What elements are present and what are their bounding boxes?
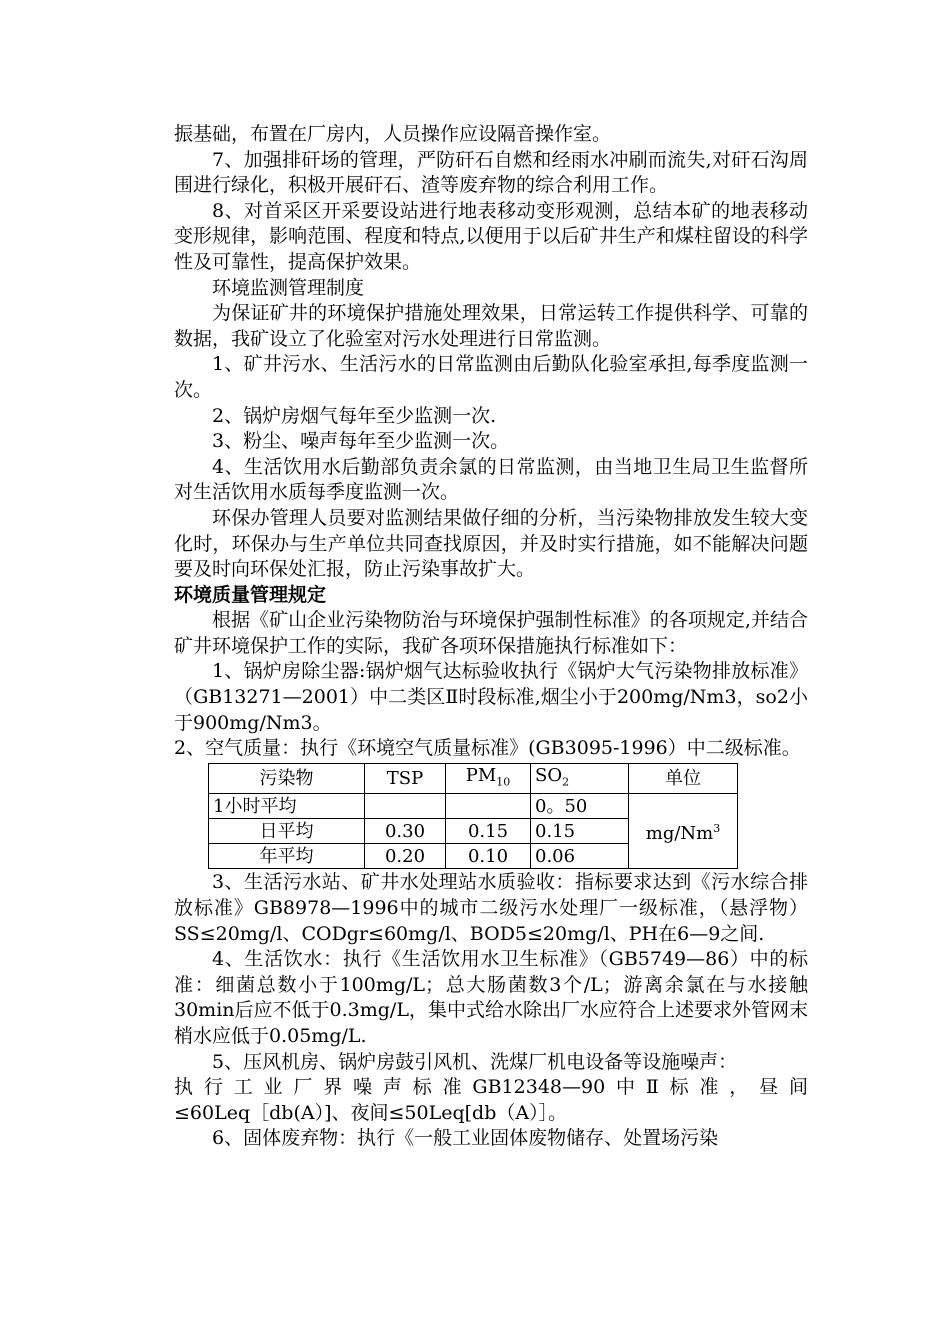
paragraph-monitoring-2: 2、锅炉房烟气每年至少监测一次. — [212, 404, 497, 427]
paragraph-monitoring-1: 1、矿井污水、生活污水的日常监测由后勤队化验室承担,每季度监测一次。 — [174, 353, 808, 401]
header-pm-sub: 10 — [496, 775, 511, 789]
heading-quality-regulations: 环境质量管理规定 — [174, 583, 327, 606]
paragraph-standard-5-line2: 执行工业厂界噪声标准GB12348—90中Ⅱ标准，昼间 — [174, 1076, 808, 1099]
paragraph-item-7: 7、加强排矸场的管理，严防矸石自燃和经雨水冲刷而流失,对矸石沟周围进行绿化，积极开展矸石、渣等废弃物的综合利用工作。 — [174, 148, 808, 197]
row-label: 日平均 — [209, 819, 365, 844]
paragraph-item-8: 8、对首采区开采要设站进行地表移动变形观测，总结本矿的地表移动变形规律，影响范围、程度和特点,以便用于以后矿井生产和煤柱留设的科学性及可靠性，提高保护效果。 — [174, 199, 808, 273]
header-so-base: SO — [535, 764, 563, 786]
row-label: 1小时平均 — [209, 794, 365, 819]
cell-tsp: 0.30 — [365, 819, 446, 844]
paragraph-monitoring-intro: 为保证矿井的环境保护措施处理效果，日常运转工作提供科学、可靠的数据，我矿设立了化验室对污水处理进行日常监测。 — [174, 302, 808, 350]
header-pollutant: 污染物 — [209, 763, 365, 794]
table-row — [209, 794, 738, 819]
paragraph-0: 振基础，布置在厂房内，人员操作应设隔音操作室。 — [174, 123, 612, 145]
paragraph-regulations-intro: 根据《矿山企业污染物防治与环境保护强制性标准》的各项规定,并结合矿井环境保护工作的实际，我矿各项环保措施执行标准如下： — [174, 609, 808, 657]
header-pm-base: PM — [465, 764, 497, 786]
section-title-monitoring: 环境监测管理制度 — [212, 276, 365, 299]
cell-unit — [629, 794, 738, 869]
paragraph-standard-5-line1: 5、压风机房、锅炉房鼓引风机、洗煤厂机电设备等设施噪声： — [212, 1050, 738, 1073]
cell-so2: 0。50 — [531, 794, 629, 819]
header-so-sub: 2 — [562, 775, 570, 789]
unit-sup: 3 — [713, 822, 721, 836]
paragraph-standard-3: 3、生活污水站、矿井水处理站水质验收：指标要求达到《污水综合排放标准》GB8978—1996中的城市二级污水处理厂一级标准，（悬浮物）SS≤20mg/l、CODgr≤60mg/l、BOD5≤20mg/l、PH在6—9之间. — [174, 871, 808, 945]
air-quality-table — [208, 763, 738, 870]
cell-pm10: 0.10 — [446, 844, 531, 869]
paragraph-monitoring-3: 3、粉尘、噪声每年至少监测一次。 — [212, 430, 510, 453]
cell-so2: 0.06 — [531, 844, 629, 869]
cell-pm10: 0.15 — [446, 819, 531, 844]
paragraph-standard-1: 1、锅炉房除尘器:锅炉烟气达标验收执行《锅炉大气污染物排放标准》（GB13271—2001）中二类区Ⅱ时段标准,烟尘小于200mg/Nm3，so2小于900mg/Nm3。 — [174, 660, 808, 734]
unit-base: mg/Nm — [645, 823, 714, 845]
paragraph-standard-6: 6、固体废弃物：执行《一般工业固体废物储存、处置场污染 — [212, 1127, 719, 1150]
header-so2 — [531, 763, 629, 794]
cell-pm10 — [446, 794, 531, 819]
table-header-row — [209, 763, 738, 794]
paragraph-monitoring-analysis: 环保办管理人员要对监测结果做仔细的分析，当污染物排放发生较大变化时，环保办与生产单位共同查找原因，并及时实行措施，如不能解决问题要及时向环保处汇报，防止污染事故扩大。 — [174, 506, 808, 581]
header-tsp: TSP — [365, 763, 446, 794]
cell-so2: 0.15 — [531, 819, 629, 844]
cell-tsp: 0.20 — [365, 844, 446, 869]
header-unit: 单位 — [629, 763, 738, 794]
paragraph-monitoring-4: 4、生活饮用水后勤部负责余氯的日常监测，由当地卫生局卫生监督所对生活饮用水质每季度监测一次。 — [174, 455, 808, 504]
paragraph-standard-4: 4、生活饮水：执行《生活饮用水卫生标准》（GB5749—86）中的标准：细菌总数小于100mg/L；总大肠菌数3个/L；游离余氯在与水接触30min后应不低于0.3mg/L，集中式给水除出厂水应符合上述要求外管网末梢水应低于0.05mg/L. — [174, 948, 808, 1047]
document-page — [174, 122, 808, 1152]
paragraph-standard-2: 2、空气质量：执行《环境空气质量标准》(GB3095-1996）中二级标准。 — [174, 737, 801, 760]
cell-tsp — [365, 794, 446, 819]
header-pm10 — [446, 763, 531, 794]
row-label: 年平均 — [209, 844, 365, 869]
paragraph-standard-5-line3: ≤60Leq［db(A）]、夜间≤50Leq[db（A）］。 — [174, 1101, 568, 1124]
